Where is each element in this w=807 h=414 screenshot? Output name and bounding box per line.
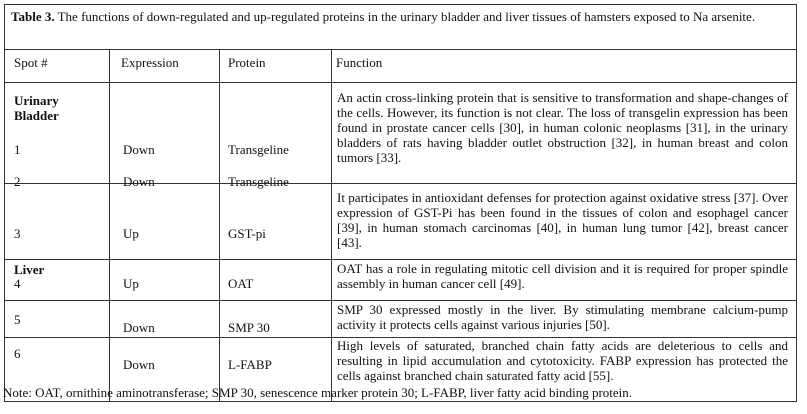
expression-cell: Up: [123, 276, 139, 291]
function-cell: OAT has a role in regulating mitotic cell division and it is required for proper spindle assembly in human cancer cell [49].: [337, 261, 788, 291]
header-top-rule: [5, 49, 796, 50]
group-divider: [5, 259, 796, 260]
data-table: [4, 4, 797, 402]
expression-cell: Up: [123, 226, 139, 241]
header-bottom-rule: [5, 82, 796, 83]
header-spot: Spot #: [14, 55, 48, 70]
protein-cell: SMP 30: [228, 320, 270, 335]
spot-cell: 4: [14, 276, 21, 291]
header-expression: Expression: [121, 55, 179, 70]
spot-cell: 6: [14, 346, 21, 361]
table-caption: [11, 9, 785, 25]
spot-cell: 2: [14, 174, 21, 189]
expression-cell: Down: [123, 320, 155, 335]
table-footnote: Note: OAT, ornithine aminotransferase; SMP 30, senescence marker protein 30; L-FABP, liver fatty acid binding protein.: [3, 385, 633, 400]
header-function: Function: [336, 55, 383, 70]
group-label-urinary-bladder: Urinary Bladder: [14, 93, 59, 123]
expression-cell: Down: [123, 357, 155, 372]
column-divider: [331, 49, 332, 401]
header-protein: Protein: [228, 55, 266, 70]
caption-label: Table 3.: [11, 9, 55, 24]
protein-cell: L-FABP: [228, 357, 272, 372]
expression-cell: Down: [123, 174, 155, 189]
row-divider: [5, 300, 796, 301]
spot-cell: 1: [14, 142, 21, 157]
caption-text: The functions of down-regulated and up-regulated proteins in the urinary bladder and liver tissues of hamsters exposed to Na arsenite.: [54, 9, 756, 24]
protein-cell: OAT: [228, 276, 254, 291]
function-cell: SMP 30 expressed mostly in the liver. By stimulating membrane calcium-pump activity it protects cells against various injuries [50].: [337, 302, 788, 332]
function-cell: High levels of saturated, branched chain fatty acids are deleterious to cells and resulting in lipid accumulation and cytotoxicity. FABP expression has protected the cells against branched chain saturated fatty acid [55].: [337, 338, 788, 383]
function-cell: It participates in antioxidant defenses for protection against oxidative stress [37]. Over expression of GST-Pi has been found in the tissues of colon and esophagel cancer [39], in human stomach carcinomas [40], in human lung tumor [42], breast cancer [43].: [337, 190, 788, 250]
column-divider: [219, 49, 220, 401]
column-divider: [109, 49, 110, 401]
spot-cell: 3: [14, 226, 21, 241]
expression-cell: Down: [123, 142, 155, 157]
protein-cell: GST-pi: [228, 226, 266, 241]
spot-cell: 5: [14, 312, 21, 327]
protein-cell: Transgeline: [228, 142, 289, 157]
function-cell: An actin cross-linking protein that is sensitive to transformation and shape-changes of the cells. However, its function is not clear. The loss of transgelin expression has been found in prostate cancer cells [30], in human colonic neoplasms [31], in the urinary bladders of rats having bladder outlet obstruction [32], in human breast and colon tumors [33].: [337, 90, 788, 165]
group-label-liver: Liver: [14, 262, 45, 277]
protein-cell: Transgeline: [228, 174, 289, 189]
